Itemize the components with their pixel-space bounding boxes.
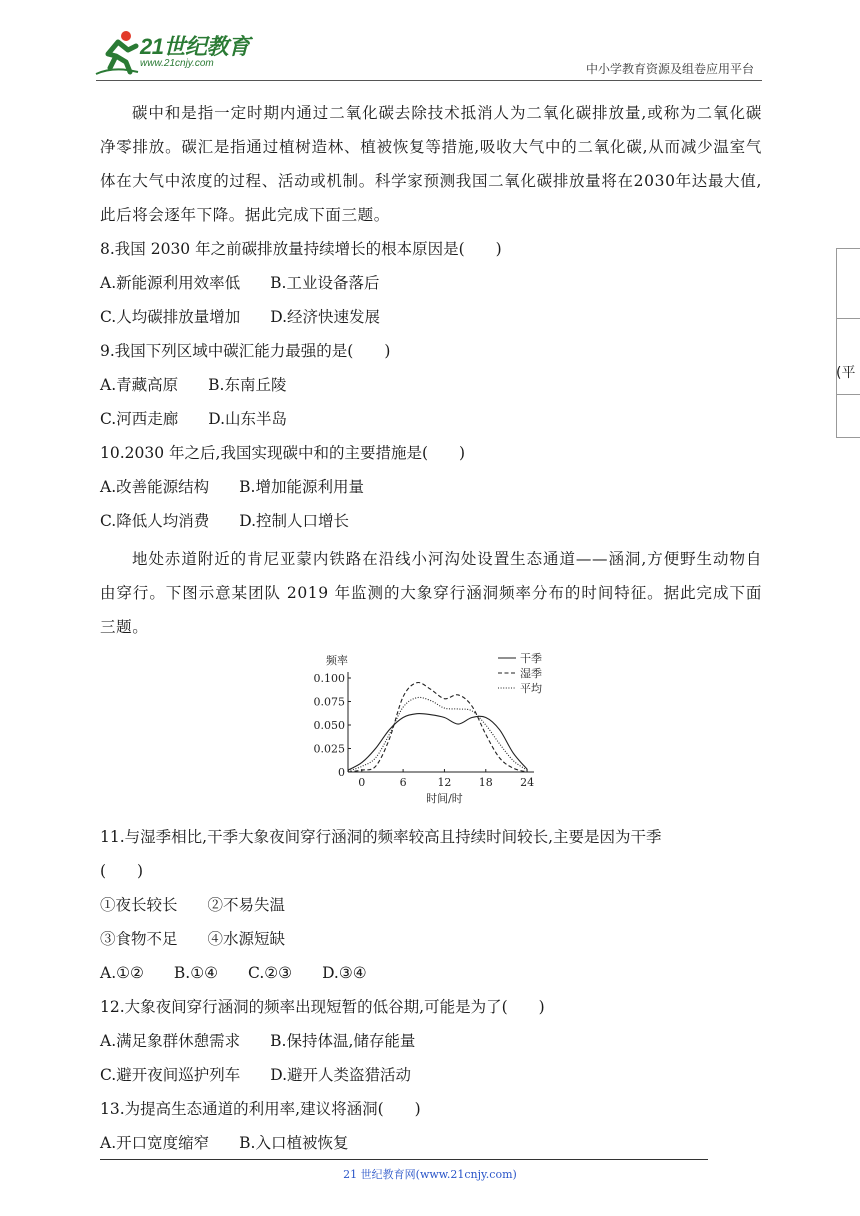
option[interactable]: B.保持体温,储存能量: [270, 1032, 416, 1050]
question-group-1: [100, 232, 762, 538]
side-tab[interactable]: [836, 394, 860, 438]
header-divider: [96, 80, 762, 81]
question-13-stem: 13.为提高生态通道的利用率,建议将涵洞( ): [100, 1100, 421, 1118]
question-9-options-row: [100, 368, 762, 402]
logo-url: www.21cnjy.com: [140, 58, 214, 69]
y-tick-label: 0.100: [313, 672, 345, 685]
option[interactable]: A.①②: [100, 964, 144, 982]
question-11-items-row: [100, 922, 762, 956]
option[interactable]: B.入口植被恢复: [239, 1134, 349, 1152]
question-8-stem: 8.我国 2030 年之前碳排放量持续增长的根本原因是( ): [100, 240, 502, 258]
question-11-items-row: [100, 888, 762, 922]
y-tick-label: 0.025: [313, 742, 345, 756]
question-10-stem: 10.2030 年之后,我国实现碳中和的主要措施是( ): [100, 444, 466, 462]
option[interactable]: D.③④: [322, 964, 367, 982]
platform-name: 中小学教育资源及组卷应用平台: [585, 62, 754, 76]
option[interactable]: A.改善能源结构: [100, 478, 210, 496]
x-tick-label: 6: [399, 776, 407, 789]
option[interactable]: C.降低人均消费: [100, 512, 210, 530]
option[interactable]: A.满足象群休憩需求: [100, 1032, 241, 1050]
question-8-options-row: [100, 266, 762, 300]
page-header: [0, 0, 860, 90]
y-axis-label: 频率: [326, 654, 348, 667]
legend-label: 干季: [520, 652, 542, 665]
option[interactable]: D.避开人类盗猎活动: [270, 1066, 412, 1084]
logo-text: 21世纪教育: [140, 34, 250, 59]
side-tab[interactable]: [836, 248, 860, 320]
frequency-chart-svg: [298, 650, 568, 820]
y-tick-label: 0.050: [313, 719, 345, 732]
legend-label: 平均: [520, 682, 542, 695]
x-tick-label: 12: [437, 776, 452, 789]
statement-item: ①夜长较长: [100, 896, 178, 914]
option[interactable]: D.控制人口增长: [239, 512, 350, 530]
question-13-options-row: [100, 1126, 762, 1160]
option[interactable]: C.河西走廊: [100, 410, 179, 428]
legend-label: 湿季: [520, 667, 542, 680]
series-line-湿季: [348, 683, 527, 772]
frequency-chart: [100, 650, 762, 820]
option[interactable]: B.工业设备落后: [270, 274, 380, 292]
question-12-stem: 12.大象夜间穿行涵洞的频率出现短暂的低谷期,可能是为了( ): [100, 998, 545, 1016]
statement-item: ③食物不足: [100, 930, 178, 948]
question-10-options-row: [100, 470, 762, 504]
option[interactable]: B.东南丘陵: [208, 376, 287, 394]
option[interactable]: D.山东半岛: [208, 410, 288, 428]
y-tick-label: 0: [338, 766, 345, 779]
site-logo[interactable]: [94, 28, 264, 80]
question-11-blank: ( ): [100, 862, 144, 880]
statement-item: ④水源短缺: [207, 930, 286, 948]
question-9-stem: 9.我国下列区域中碳汇能力最强的是( ): [100, 342, 391, 360]
option[interactable]: C.人均碳排放量增加: [100, 308, 241, 326]
question-10-options-row: [100, 504, 762, 538]
option[interactable]: B.增加能源利用量: [239, 478, 364, 496]
question-8-options-row: [100, 300, 762, 334]
option[interactable]: C.避开夜间巡护列车: [100, 1066, 241, 1084]
question-9-options-row: [100, 402, 762, 436]
footer-text[interactable]: 21 世纪教育网(www.21cnjy.com): [343, 1168, 517, 1181]
series-line-干季: [348, 714, 527, 771]
x-tick-label: 24: [520, 776, 535, 789]
question-12-options-row: [100, 1024, 762, 1058]
option[interactable]: B.①④: [173, 964, 219, 982]
option[interactable]: D.经济快速发展: [270, 308, 381, 326]
y-tick-label: 0.075: [313, 695, 345, 709]
page-content: [100, 96, 762, 1160]
option[interactable]: C.②③: [248, 964, 293, 982]
question-11-options-row: [100, 956, 762, 990]
side-tab[interactable]: [836, 318, 860, 396]
series-line-平均: [348, 697, 527, 771]
footer-divider: [100, 1159, 708, 1160]
x-tick-label: 18: [478, 776, 493, 789]
side-label: (平: [836, 365, 856, 381]
passage-carbon-neutral: 碳中和是指一定时期内通过二氧化碳去除技术抵消人为二氧化碳排放量,或称为二氧化碳净零排放。碳汇是指通过植树造林、植被恢复等措施,吸收大气中的二氧化碳,从而减少温室气体在大气中浓度的过程、活动或机制。科学家预测我国二氧化碳排放量将在2030年达最大值,此后将会逐年下降。据此完成下面三题。: [100, 104, 762, 224]
x-tick-label: 0: [358, 776, 366, 789]
question-11-stem: 11.与湿季相比,干季大象夜间穿行涵洞的频率较高且持续时间较长,主要是因为干季: [100, 828, 662, 846]
question-group-2: [100, 820, 762, 1160]
option[interactable]: A.开口宽度缩窄: [100, 1134, 210, 1152]
question-12-options-row: [100, 1058, 762, 1092]
statement-item: ②不易失温: [207, 896, 286, 914]
passage-elephant-culvert: 地处赤道附近的肯尼亚蒙内铁路在沿线小河沟处设置生态通道——涵洞,方便野生动物自由穿行。下图示意某团队 2019 年监测的大象穿行涵洞频率分布的时间特征。据此完成下面三题。: [100, 550, 762, 636]
x-axis-label: 时间/时: [426, 792, 463, 805]
option[interactable]: A.青藏高原: [100, 376, 179, 394]
option[interactable]: A.新能源利用效率低: [100, 274, 241, 292]
runner-logo-icon: [94, 28, 140, 78]
